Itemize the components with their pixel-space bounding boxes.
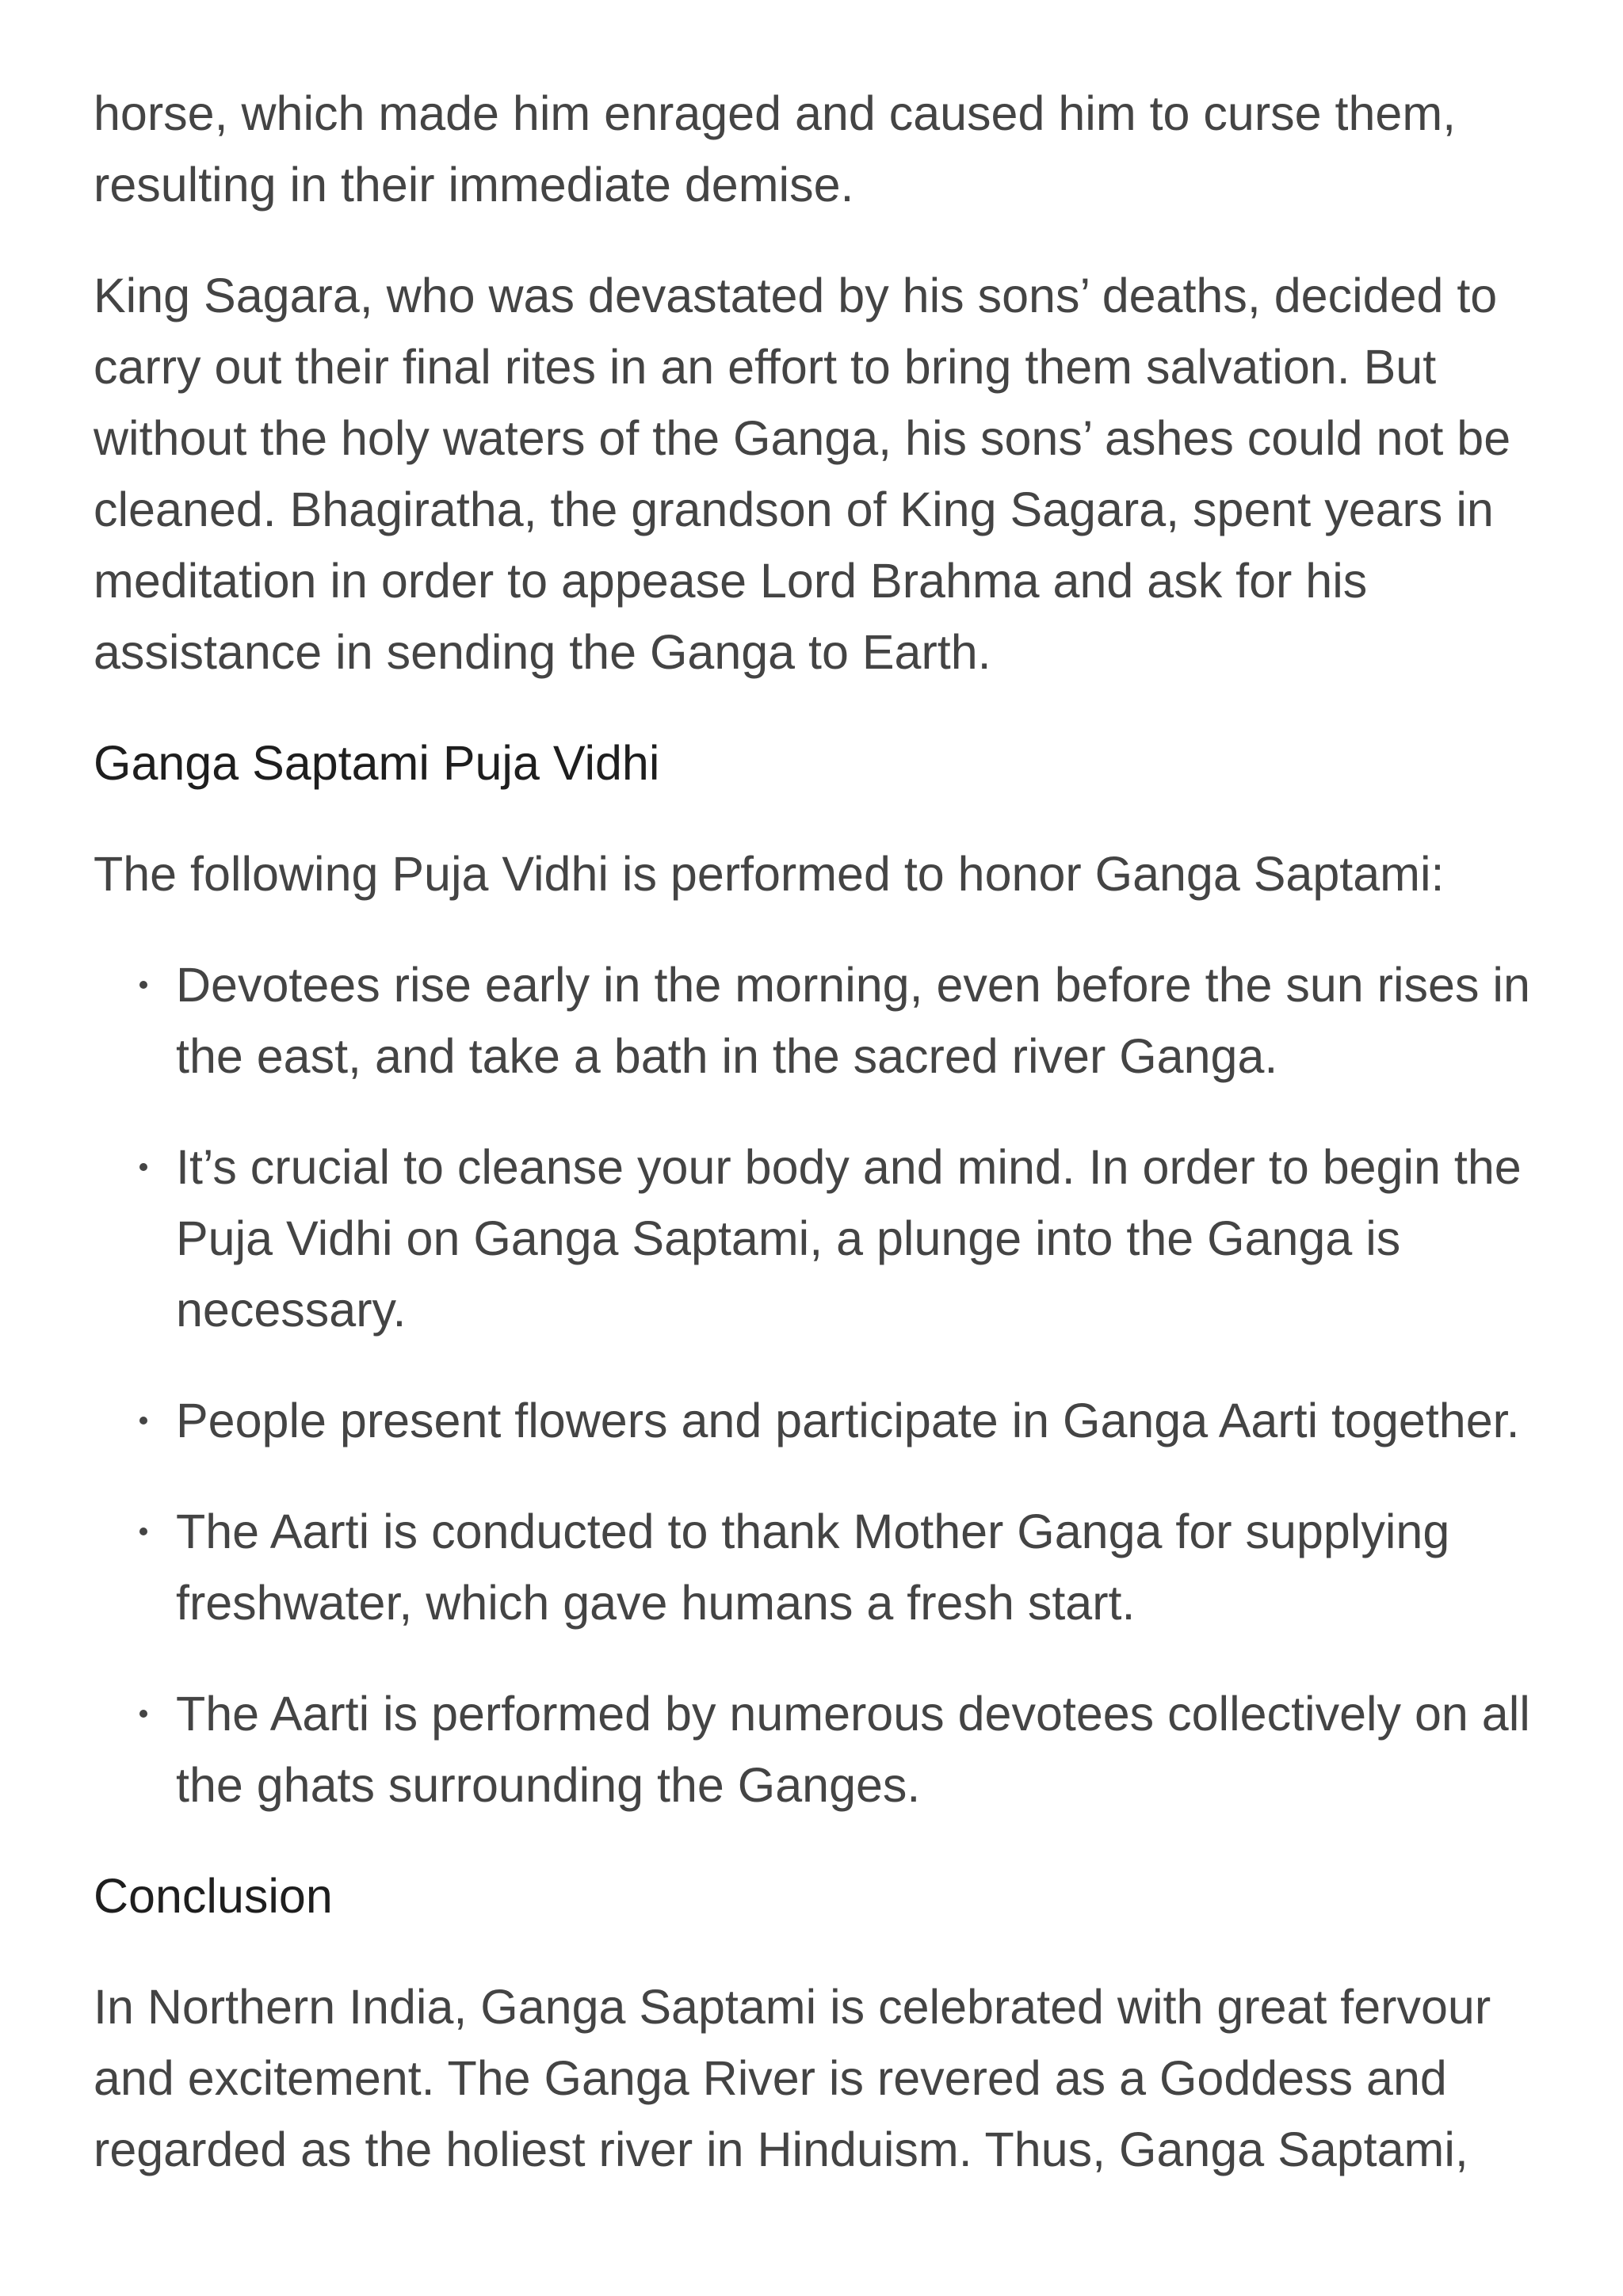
puja-intro-paragraph: The following Puja Vidhi is performed to honor Ganga Saptami: — [94, 847, 1445, 901]
conclusion-paragraph: In Northern India, Ganga Saptami is celebrated with great fervour and excitement. The Ganga River is revered as a Goddess and regarded as the holiest river in Hinduism. Thus, Ganga Saptami, — [94, 1980, 1491, 2176]
conclusion-heading: Conclusion — [94, 1869, 333, 1923]
intro-fragment-paragraph: horse, which made him enraged and caused him to curse them, resulting in their immediate demise. — [94, 86, 1457, 212]
list-item: People present flowers and participate in Ganga Aarti together. — [176, 1385, 1552, 1456]
puja-vidhi-heading: Ganga Saptami Puja Vidhi — [94, 736, 660, 790]
list-item: It’s crucial to cleanse your body and mind. In order to begin the Puja Vidhi on Ganga Saptami, a plunge into the Ganga is necessary. — [176, 1131, 1552, 1345]
puja-steps-list — [94, 949, 1552, 1821]
list-item: The Aarti is conducted to thank Mother Ganga for supplying freshwater, which gave humans a fresh start. — [176, 1496, 1552, 1638]
list-item: The Aarti is performed by numerous devotees collectively on all the ghats surrounding the Ganges. — [176, 1678, 1552, 1821]
list-item: Devotees rise early in the morning, even before the sun rises in the east, and take a bath in the sacred river Ganga. — [176, 949, 1552, 1092]
article-body — [94, 78, 1552, 2225]
king-sagara-paragraph: King Sagara, who was devastated by his sons’ deaths, decided to carry out their final rites in an effort to bring them salvation. But without the holy waters of the Ganga, his sons’ ashes could not be cleaned. Bhagiratha, the grandson of King Sagara, spent years in meditation in order to appease Lord Brahma and ask for his assistance in sending the Ganga to Earth. — [94, 269, 1511, 679]
